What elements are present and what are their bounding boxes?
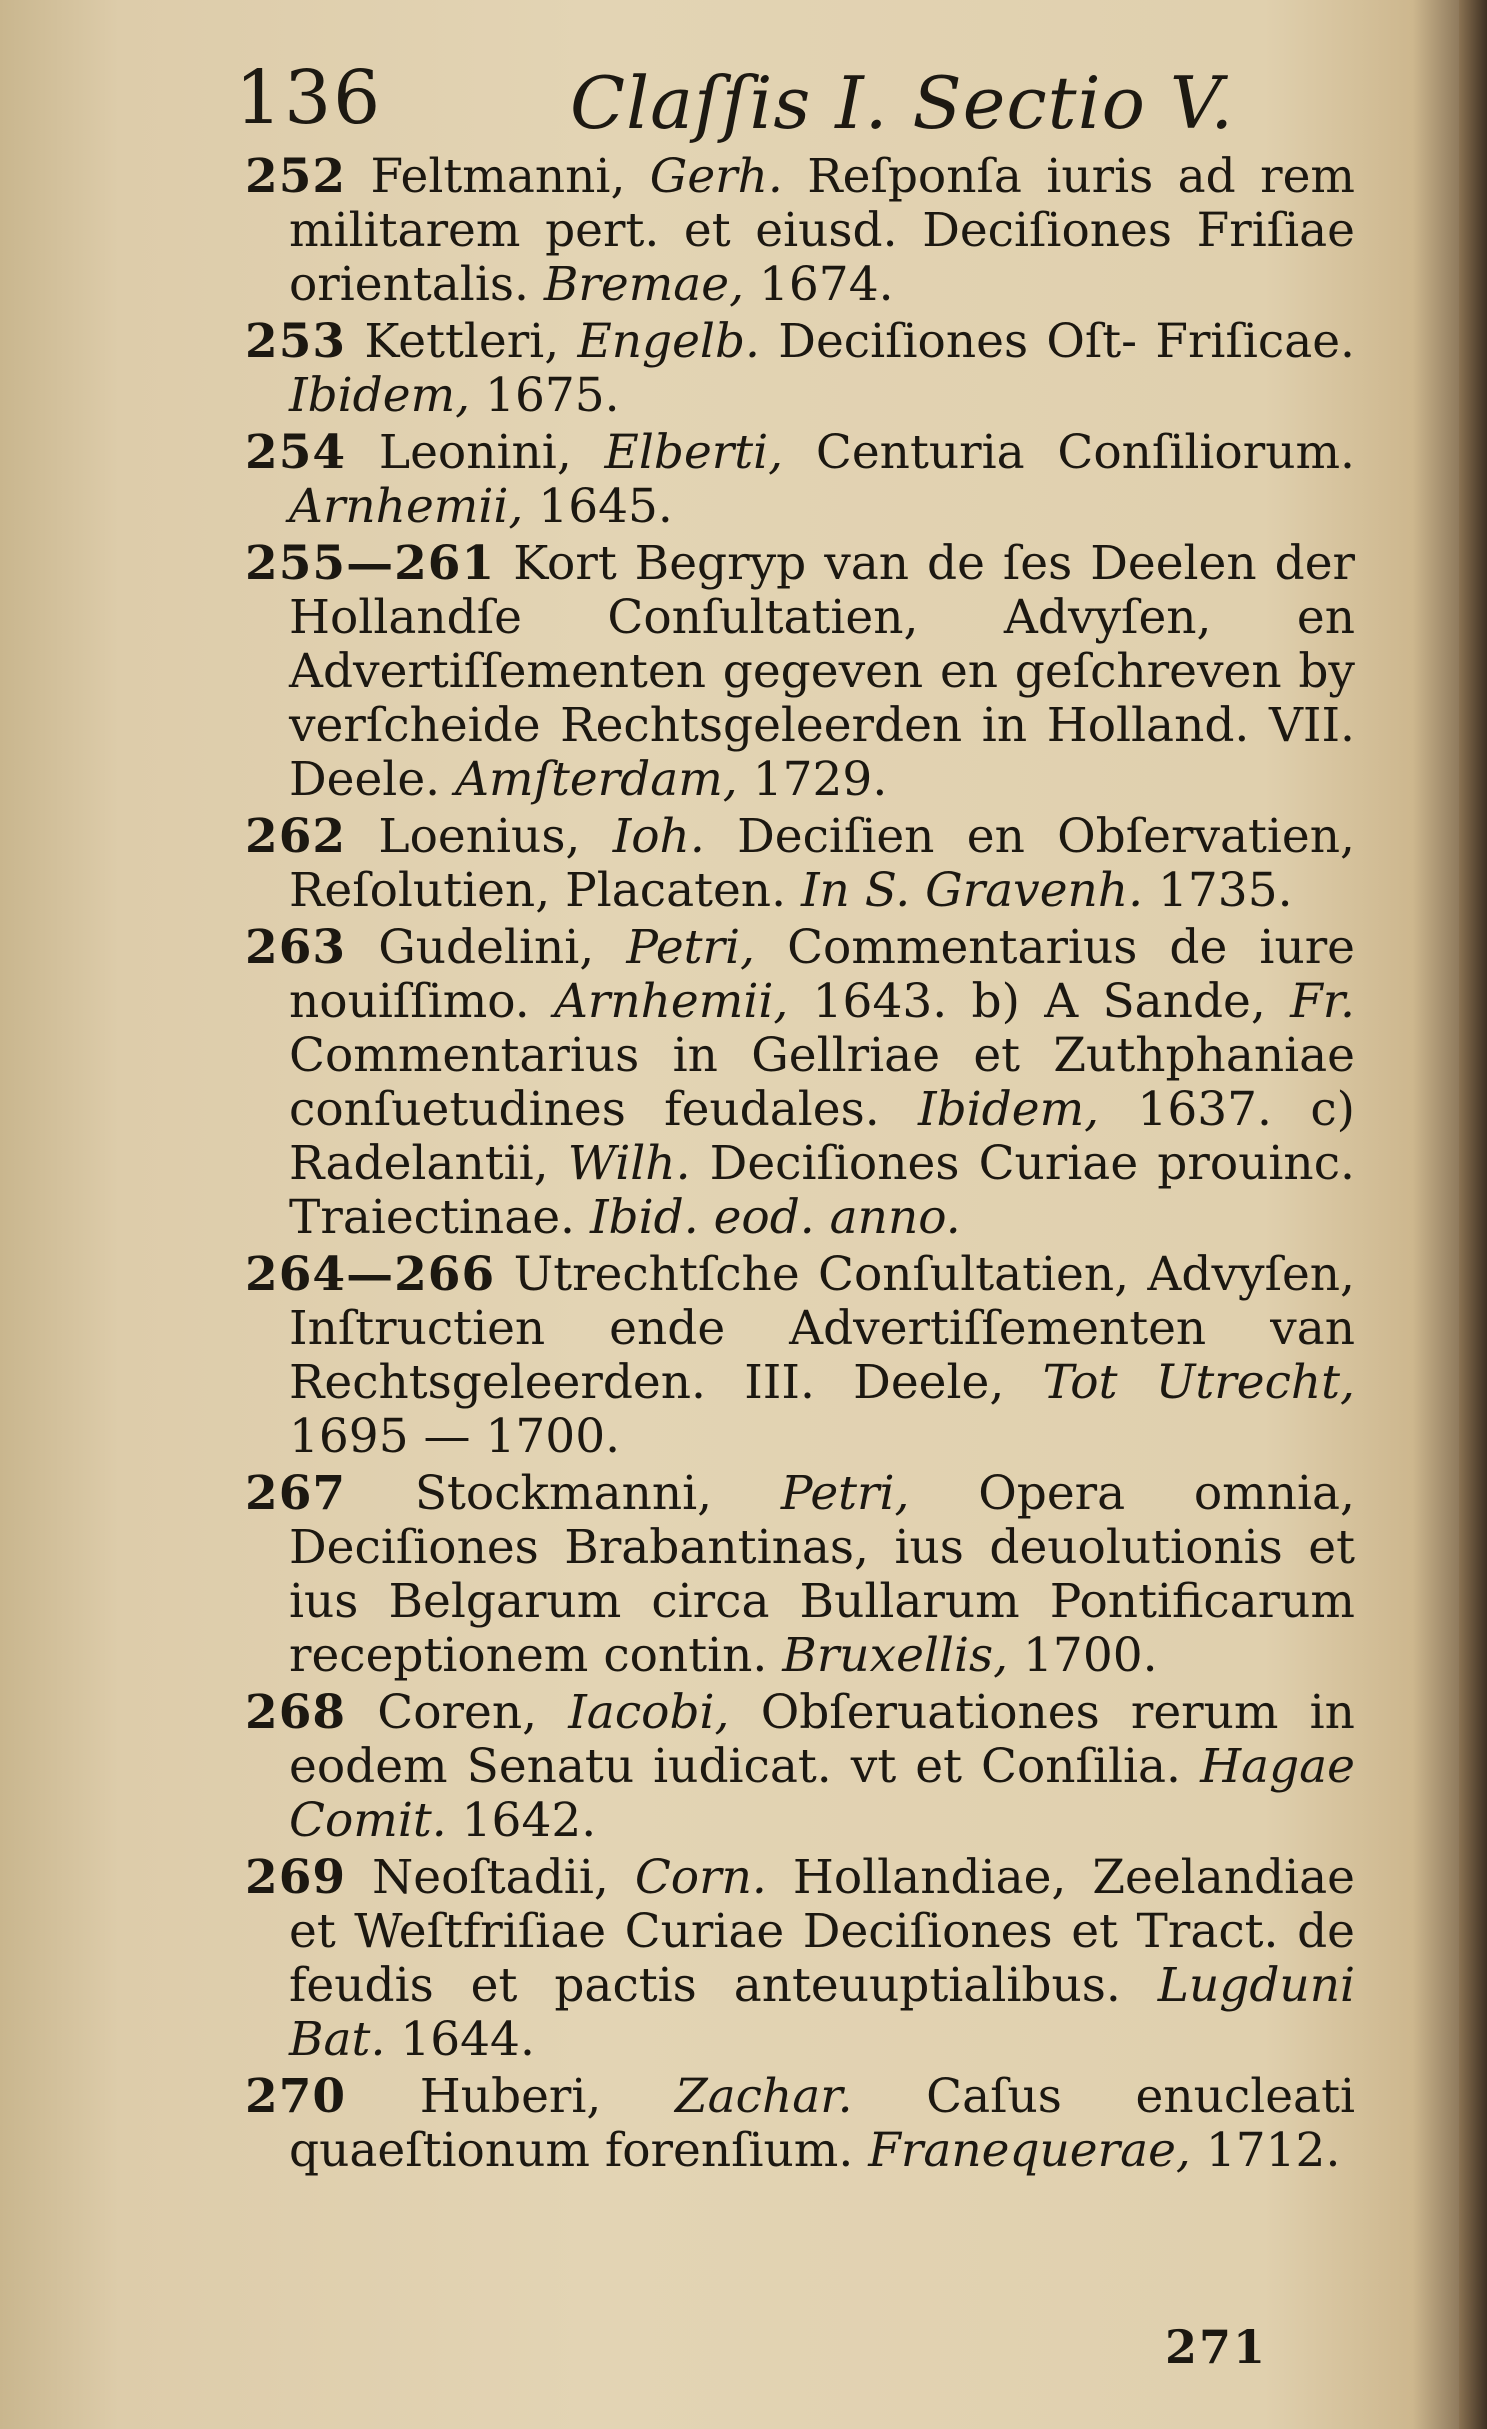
- entry-267: [245, 1467, 1355, 1683]
- entry-given-name: Zachar.: [674, 2069, 853, 2124]
- bibliography-list: [245, 150, 1355, 2181]
- entry-262: [245, 810, 1355, 918]
- entry-title: Utrechtſche Conſultatien, Advyſen, Inſtructien ende Advertiſſementen van Rechtsgeleerden. III. Deele,: [289, 1247, 1355, 1410]
- entry-number: 253: [245, 314, 347, 369]
- entry-title: Centuria Conſiliorum.: [815, 425, 1355, 480]
- entry-270: [245, 2070, 1355, 2178]
- entry-sub-title: Deciſiones Curiae prouinc. Traiectinae.: [289, 1136, 1355, 1245]
- entry-place: Arnhemii,: [553, 974, 789, 1029]
- entry-sub-author: c) Radelantii,: [289, 1082, 1355, 1191]
- entry-author: Kettleri,: [364, 314, 560, 369]
- entry-254: [245, 426, 1355, 534]
- entry-sub-given-name: Wilh.: [567, 1136, 691, 1191]
- entry-number: 262: [245, 809, 347, 864]
- entry-year: 1735.: [1157, 863, 1293, 918]
- entry-place: Ibidem,: [289, 368, 471, 423]
- entry-year: 1644.: [400, 2012, 535, 2067]
- entry-sub-year: 1637.: [1137, 1082, 1272, 1137]
- entry-title: Deciſien en Obſervatien, Reſolutien, Placaten.: [289, 809, 1355, 918]
- entry-year: 1700.: [1023, 1628, 1158, 1683]
- entry-place: Arnhemii,: [289, 479, 524, 534]
- entry-number: 255—261: [245, 536, 496, 591]
- entry-place: In S. Gravenh.: [800, 863, 1144, 918]
- entry-title: Reſponſa iuris ad rem militarem pert. et eiusd. Deciſiones Friſiae orientalis.: [289, 149, 1355, 312]
- entry-number: 264—266: [245, 1247, 496, 1302]
- entry-place: Tot Utrecht,: [1042, 1355, 1355, 1410]
- entry-sub-place: Ibid. eod. anno.: [589, 1190, 961, 1245]
- entry-given-name: Iacobi,: [568, 1685, 730, 1740]
- entry-author: Feltmanni,: [370, 149, 626, 204]
- entry-title: Obſeruationes rerum in eodem Senatu iudicat. vt et Conſilia.: [289, 1685, 1355, 1794]
- entry-year: 1729.: [752, 752, 888, 807]
- entry-given-name: Gerh.: [649, 149, 783, 204]
- entry-year: 1695 — 1700.: [289, 1409, 621, 1464]
- entry-given-name: Engelb.: [577, 314, 760, 369]
- entry-author: Leonini,: [378, 425, 572, 480]
- entry-255-261: [245, 537, 1355, 807]
- entry-sub-title: Commentarius in Gellriae et Zuthphaniae conſuetudines feudales.: [289, 1028, 1355, 1137]
- entry-title: Commentarius de iure nouiſſimo.: [289, 920, 1355, 1029]
- entry-given-name: Ioh.: [612, 809, 705, 864]
- entry-year: 1712.: [1205, 2123, 1341, 2178]
- entry-given-name: Petri,: [626, 920, 755, 975]
- entry-263: [245, 921, 1355, 1245]
- entry-year: 1645.: [538, 479, 673, 534]
- entry-year: 1674.: [759, 257, 894, 312]
- entry-253: [245, 315, 1355, 423]
- entry-number: 267: [245, 1466, 347, 1521]
- entry-place: Amſterdam,: [455, 752, 738, 807]
- entry-number: 252: [245, 149, 347, 204]
- entry-year: 1643.: [812, 974, 948, 1029]
- entry-author: Gudelini,: [378, 920, 595, 975]
- entry-sub-place: Ibidem,: [918, 1082, 1100, 1137]
- entry-author: Huberi,: [419, 2069, 602, 2124]
- entry-given-name: Elberti,: [604, 425, 784, 480]
- entry-author: Neoſtadii,: [372, 1850, 609, 1905]
- entry-title: Caſus enucleati quaeſtionum forenſium.: [289, 2069, 1355, 2178]
- entry-title: Hollandiae, Zeelandiae et Weſtfriſiae Curiae Deciſiones et Tract. de feudis et pactis anteuuptialibus.: [289, 1850, 1355, 2013]
- entry-title: Deciſiones Oſt- Friſicae.: [778, 314, 1355, 369]
- entry-number: 268: [245, 1685, 347, 1740]
- entry-number: 263: [245, 920, 347, 975]
- catchword: 271: [1164, 2320, 1267, 2374]
- entry-author: Coren,: [377, 1685, 538, 1740]
- entry-number: 269: [245, 1850, 347, 1905]
- entry-year: 1675.: [485, 368, 620, 423]
- entry-place: Franequerae,: [868, 2123, 1191, 2178]
- entry-number: 270: [245, 2069, 347, 2124]
- entry-place: Bremae,: [543, 257, 745, 312]
- entry-place: Lugduni Bat.: [289, 1958, 1355, 2067]
- book-spine: [1459, 0, 1487, 2429]
- entry-title: Kort Begryp van de ſes Deelen der Hollandſe Conſultatien, Advyſen, en Advertiſſementen gegeven en geſchreven by verſcheide Rechtsgeleerden in Holland. VII. Deele.: [289, 536, 1355, 807]
- entry-252: [245, 150, 1355, 312]
- running-title: Claſſis I. Sectio V.: [570, 61, 1235, 145]
- entry-264-266: [245, 1248, 1355, 1464]
- entry-sub-given-name: Fr.: [1290, 974, 1355, 1029]
- entry-author: Loenius,: [378, 809, 581, 864]
- entry-place: Bruxellis,: [782, 1628, 1009, 1683]
- entry-given-name: Corn.: [634, 1850, 767, 1905]
- entry-number: 254: [245, 425, 347, 480]
- entry-author: Stockmanni,: [414, 1466, 713, 1521]
- entry-sub-author: b) A Sande,: [971, 974, 1266, 1029]
- entry-268: [245, 1686, 1355, 1848]
- entry-year: 1642.: [461, 1793, 597, 1848]
- page-number: 136: [235, 55, 383, 141]
- entry-title: Opera omnia, Deciſiones Brabantinas, ius deuolutionis et ius Belgarum circa Bullarum Pontificarum receptionem contin.: [289, 1466, 1355, 1683]
- entry-place: Hagae Comit.: [289, 1739, 1355, 1848]
- entry-given-name: Petri,: [780, 1466, 910, 1521]
- entry-269: [245, 1851, 1355, 2067]
